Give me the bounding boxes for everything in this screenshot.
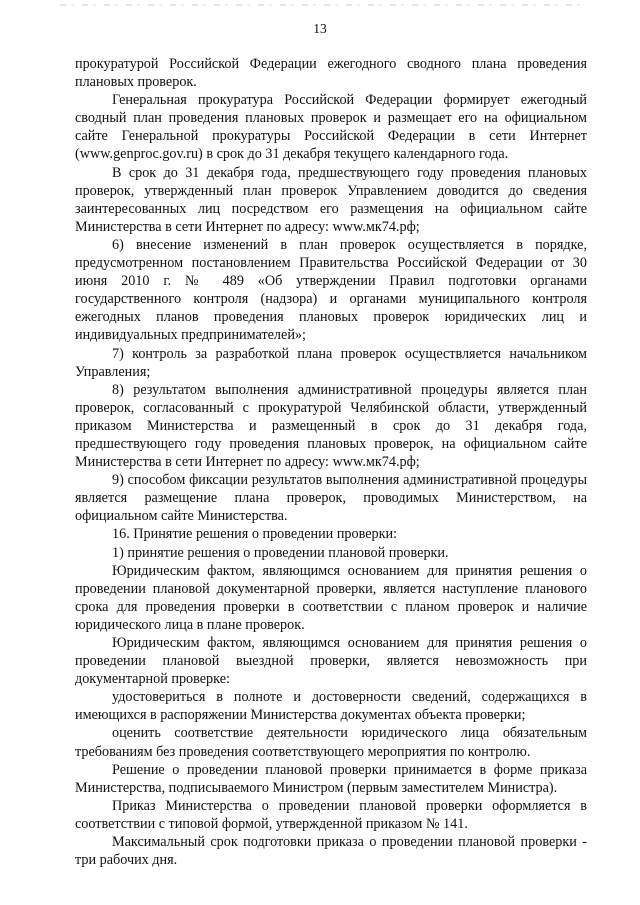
paragraph: Юридическим фактом, являющимся основанием для принятия решения о проведении плановой документарной проверки, является наступление планового срока для проведения проверки в соответствии с планом проверок и наличие юридического лица в плане проверок. — [75, 562, 587, 633]
paragraph: Генеральная прокуратура Российской Федерации формирует ежегодный сводный план проведения плановых проверок и размещает его на официальном сайте Генеральной прокуратуры Российской Федерации в сети Интернет (www.genproc.gov.ru) в срок до 31 декабря текущего календарного года. — [75, 92, 587, 163]
document-body — [75, 55, 587, 869]
paragraph: удостовериться в полноте и достоверности сведений, содержащихся в имеющихся в распоряжении Министерства документах объекта проверки; — [75, 689, 587, 724]
section-heading-16: 16. Принятие решения о проведении проверки: — [112, 526, 398, 543]
scan-artifact-line — [60, 4, 580, 6]
paragraph: Решение о проведении плановой проверки принимается в форме приказа Министерства, подписываемого Министром (первым заместителем Министра). — [75, 761, 587, 796]
page-number: 13 — [313, 21, 327, 36]
paragraph-item-9: 9) способом фиксации результатов выполнения административной процедуры является размещение плана проверок, проводимых Министерством, на официальном сайте Министерства. — [75, 472, 587, 525]
paragraph-item-1: 1) принятие решения о проведении плановой проверки. — [112, 544, 449, 561]
paragraph-continuation: прокуратурой Российской Федерации ежегодного сводного плана проведения плановых проверок. — [75, 56, 587, 91]
paragraph-item-7: 7) контроль за разработкой плана проверок осуществляется начальником Управления; — [75, 345, 587, 380]
paragraph-item-6: 6) внесение изменений в план проверок осуществляется в порядке, предусмотренном постановлением Правительства Российской Федерации от 30 июня 2010 г. № 489 «Об утверждении Правил подготовки органами государственного контроля (надзора) и органами муниципального контроля ежегодных планов проведения плановых проверок юридических лиц и индивидуальных предпринимателей»; — [75, 236, 587, 344]
paragraph: В срок до 31 декабря года, предшествующего году проведения плановых проверок, утвержденный план проверок Управлением доводится до сведения заинтересованных лиц посредством его размещения на официальном сайте Министерства в сети Интернет по адресу: www.мк74.рф; — [75, 164, 587, 235]
paragraph-item-8: 8) результатом выполнения административной процедуры является план проверок, согласованный с прокуратурой Челябинской области, утвержденный приказом Министерства и размещенный в срок до 31 декабря года, предшествующего году проведения плановых проверок, на официальном сайте Министерства в сети Интернет по адресу: www.мк74.рф; — [75, 381, 587, 471]
paragraph: Приказ Министерства о проведении плановой проверки оформляется в соответствии с типовой формой, утвержденной приказом № 141. — [75, 797, 587, 832]
paragraph: Максимальный срок подготовки приказа о проведении плановой проверки - три рабочих дня. — [75, 834, 587, 869]
paragraph: оценить соответствие деятельности юридического лица обязательным требованиям без проведения соответствующего мероприятия по контролю. — [75, 725, 587, 760]
paragraph: Юридическим фактом, являющимся основанием для принятия решения о проведении плановой выездной проверки, является невозможность при документарной проверке: — [75, 635, 587, 688]
